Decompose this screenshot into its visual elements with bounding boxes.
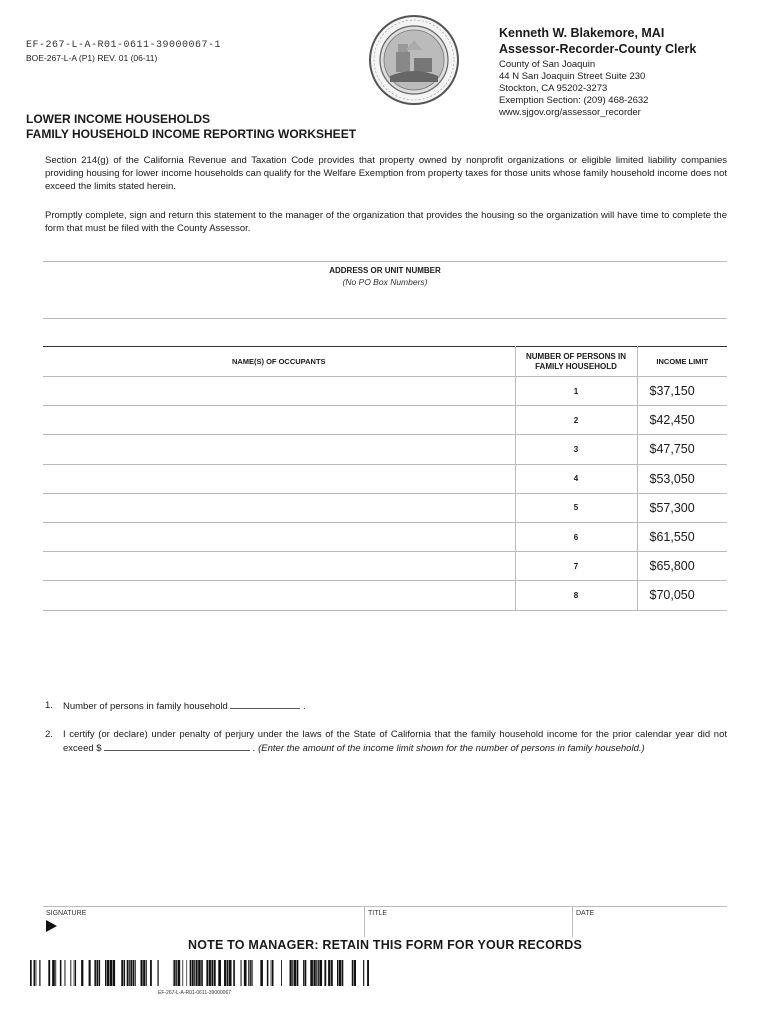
assessor-city: Stockton, CA 95202-3273	[499, 83, 608, 94]
persons-cell: 1	[515, 377, 637, 406]
table-header-row	[43, 347, 727, 377]
limit-cell: $65,800	[637, 552, 727, 581]
table-row	[43, 552, 727, 581]
assessor-office: Assessor-Recorder-County Clerk	[499, 42, 697, 56]
date-field[interactable]	[572, 907, 727, 937]
page-title	[26, 112, 356, 142]
col-header-names: NAME(S) OF OCCUPANTS	[43, 347, 515, 377]
persons-cell: 4	[515, 464, 637, 493]
title-field[interactable]	[364, 907, 572, 937]
occupant-name-cell[interactable]	[43, 522, 515, 551]
limit-cell: $70,050	[637, 581, 727, 610]
item-persons-count	[45, 699, 727, 713]
title-line-1: LOWER INCOME HOUSEHOLDS	[26, 112, 211, 126]
signature-label: SIGNATURE	[46, 910, 87, 917]
county-seal-icon	[368, 14, 460, 106]
address-sublabel: (No PO Box Numbers)	[342, 277, 428, 287]
occupant-name-cell[interactable]	[43, 464, 515, 493]
item-1-number: 1.	[45, 700, 53, 711]
col-header-persons: NUMBER OF PERSONS IN FAMILY HOUSEHOLD	[515, 347, 637, 377]
limit-cell: $37,150	[637, 377, 727, 406]
intro-paragraph-1: Section 214(g) of the California Revenue and Taxation Code provides that property owned by nonprofit organizations or eligible limited liability companies providing housing for lower income households can qualify for the Welfare Exemption from property taxes for those units whose family household income does not exceed the limits stated herein.	[45, 155, 727, 192]
occupant-name-cell[interactable]	[43, 581, 515, 610]
item-1-text: Number of persons in family household	[63, 701, 228, 712]
occupant-name-cell[interactable]	[43, 406, 515, 435]
persons-count-field[interactable]	[230, 699, 300, 709]
signature-field[interactable]	[43, 907, 364, 937]
income-amount-field[interactable]	[104, 741, 250, 751]
col-header-limit: INCOME LIMIT	[637, 347, 727, 377]
assessor-name: Kenneth W. Blakemore, MAI	[499, 26, 665, 40]
persons-cell: 6	[515, 522, 637, 551]
assessor-info	[499, 25, 749, 119]
limit-cell: $53,050	[637, 464, 727, 493]
limit-cell: $42,450	[637, 406, 727, 435]
limit-cell: $61,550	[637, 522, 727, 551]
table-row	[43, 522, 727, 551]
assessor-website[interactable]: www.sjgov.org/assessor_recorder	[499, 107, 641, 118]
assessor-phone: Exemption Section: (209) 468-2632	[499, 95, 649, 106]
occupant-name-cell[interactable]	[43, 435, 515, 464]
occupant-name-cell[interactable]	[43, 552, 515, 581]
occupant-name-cell[interactable]	[43, 377, 515, 406]
item-2-text: I certify (or declare) under penalty of perjury under the laws of the State of California that the family household income for the prior calendar year did not exceed $	[63, 729, 727, 754]
manager-note: NOTE TO MANAGER: RETAIN THIS FORM FOR YOUR RECORDS	[187, 938, 583, 952]
assessor-county: County of San Joaquin	[499, 59, 596, 70]
assessor-street: 44 N San Joaquin Street Suite 230	[499, 71, 646, 82]
occupants-table	[43, 346, 727, 611]
form-revision: BOE-267-L-A (P1) REV. 01 (06-11)	[26, 53, 158, 63]
table-row	[43, 377, 727, 406]
address-label: ADDRESS OR UNIT NUMBER	[329, 266, 441, 275]
persons-cell: 3	[515, 435, 637, 464]
signature-row	[43, 906, 727, 936]
table-row	[43, 464, 727, 493]
persons-cell: 5	[515, 493, 637, 522]
sign-here-arrow-icon	[46, 920, 57, 932]
item-certification	[45, 728, 727, 755]
table-row	[43, 581, 727, 610]
barcode-text: EF-267-L-A-R01-0611-39000067	[158, 990, 232, 996]
item-2-number: 2.	[45, 729, 53, 740]
intro-paragraph-2: Promptly complete, sign and return this statement to the manager of the organization that provides the housing so the organization will have time to complete the form that must be filed with the County Assessor.	[45, 210, 727, 234]
persons-cell: 8	[515, 581, 637, 610]
table-row	[43, 435, 727, 464]
title-label: TITLE	[368, 910, 388, 917]
item-1-end: .	[303, 701, 306, 712]
persons-cell: 7	[515, 552, 637, 581]
address-field[interactable]	[43, 261, 727, 319]
persons-cell: 2	[515, 406, 637, 435]
barcode-icon	[30, 960, 370, 986]
form-code: EF-267-L-A-R01-0611-39000067-1	[26, 40, 222, 51]
table-row	[43, 406, 727, 435]
limit-cell: $47,750	[637, 435, 727, 464]
date-label: DATE	[576, 910, 595, 917]
item-2-note: . (Enter the amount of the income limit shown for the number of persons in family household.)	[252, 743, 645, 754]
occupant-name-cell[interactable]	[43, 493, 515, 522]
table-row	[43, 493, 727, 522]
title-line-2: FAMILY HOUSEHOLD INCOME REPORTING WORKSHEET	[26, 127, 357, 141]
limit-cell: $57,300	[637, 493, 727, 522]
